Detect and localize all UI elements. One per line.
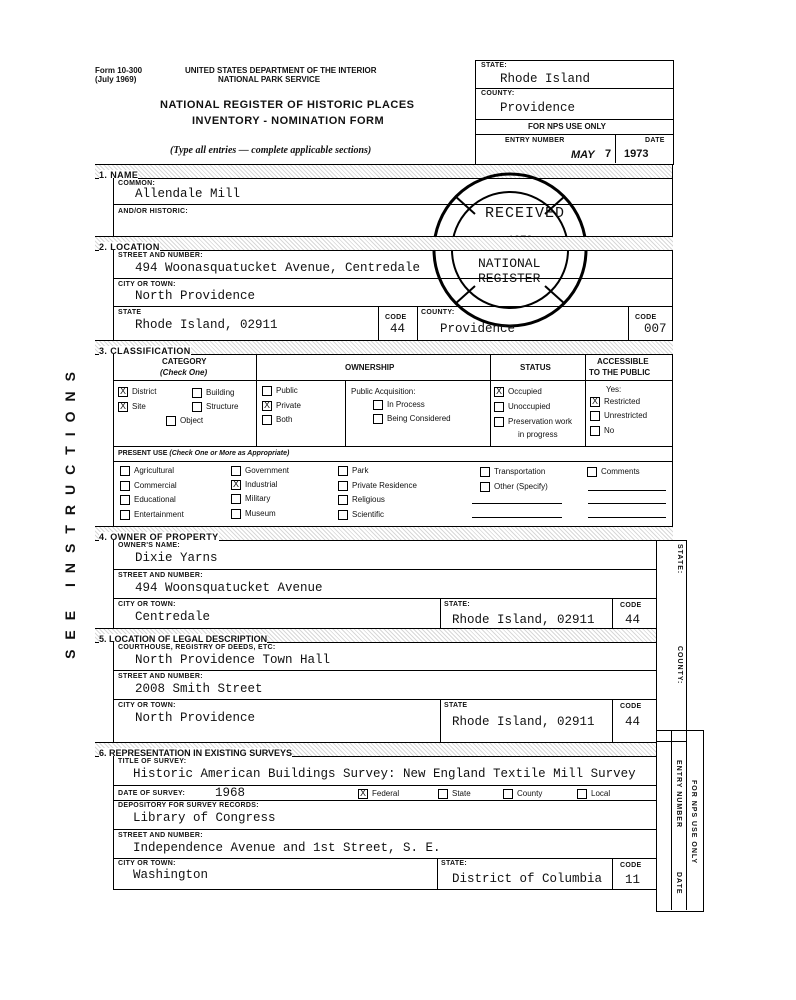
to-public-heading: TO THE PUBLIC: [589, 368, 651, 377]
status-progress-label: in progress: [518, 430, 558, 439]
legal-state: Rhode Island, 02911: [452, 715, 595, 729]
use-entertainment-checkbox[interactable]: Entertainment: [120, 510, 184, 520]
location-state: Rhode Island, 02911: [135, 318, 278, 332]
service: NATIONAL PARK SERVICE: [218, 75, 321, 84]
category-structure-checkbox[interactable]: Structure: [192, 402, 238, 412]
owner-street: 494 Woonsquatucket Avenue: [135, 581, 323, 595]
street-label: STREET AND NUMBER:: [118, 252, 203, 259]
legal-street: 2008 Smith Street: [135, 682, 263, 696]
depository-label: DEPOSITORY FOR SURVEY RECORDS:: [118, 802, 259, 809]
accessible-heading: ACCESSIBLE: [597, 357, 649, 366]
legal-city-label: CITY OR TOWN:: [118, 702, 176, 709]
survey-county-checkbox[interactable]: County: [503, 789, 542, 799]
status-occupied-checkbox[interactable]: X Occupied: [495, 386, 542, 397]
use-museum-checkbox[interactable]: Museum: [231, 509, 276, 519]
department: UNITED STATES DEPARTMENT OF THE INTERIOR: [185, 66, 377, 75]
survey-federal-checkbox[interactable]: X Federal: [359, 788, 400, 799]
use-scientific-checkbox[interactable]: Scientific: [338, 510, 384, 520]
depo-state: District of Columbia: [452, 872, 603, 886]
use-industrial-checkbox[interactable]: X Industrial: [232, 479, 278, 490]
county-value: Providence: [500, 101, 576, 115]
legal-state-label: STATE: [444, 702, 468, 709]
accessible-yes-label: Yes:: [606, 385, 622, 394]
survey-title-label: TITLE OF SURVEY:: [118, 758, 187, 765]
depo-city-label: CITY OR TOWN:: [118, 860, 176, 867]
acquisition-in-process-checkbox[interactable]: In Process: [373, 400, 425, 410]
city-label: CITY OR TOWN:: [118, 281, 176, 288]
owner-code: 44: [625, 613, 641, 627]
location-county: Providence: [440, 322, 516, 336]
use-educational-checkbox[interactable]: Educational: [120, 495, 176, 505]
section-5-header: 5. LOCATION OF LEGAL DESCRIPTION: [95, 628, 656, 643]
category-building-checkbox[interactable]: Building: [192, 388, 234, 398]
owner-name: Dixie Yarns: [135, 551, 218, 565]
code2-label: CODE: [635, 314, 657, 321]
owner-state: Rhode Island, 02911: [452, 613, 595, 627]
date-month: MAY: [571, 149, 595, 161]
owner-name-label: OWNER'S NAME:: [118, 542, 180, 549]
courthouse: North Providence Town Hall: [135, 653, 331, 667]
category-site-checkbox[interactable]: X Site: [119, 401, 146, 412]
use-private-residence-checkbox[interactable]: Private Residence: [338, 481, 417, 491]
side-date: DATE: [675, 872, 682, 895]
form-number: Form 10-300: [95, 66, 143, 75]
section-1-header: 1. NAME: [95, 164, 673, 179]
courthouse-label: COURTHOUSE, REGISTRY OF DEEDS, ETC:: [118, 644, 276, 651]
instruction-line: (Type all entries — complete applicable sections): [170, 145, 372, 156]
county-label-2: COUNTY:: [421, 309, 455, 316]
accessible-restricted-checkbox[interactable]: X Restricted: [591, 396, 641, 407]
survey-date: 1968: [215, 786, 246, 800]
survey-local-checkbox[interactable]: Local: [577, 789, 610, 799]
ownership-private-checkbox[interactable]: X Private: [263, 400, 301, 411]
owner-city: Centredale: [135, 610, 211, 624]
legal-code-label: CODE: [620, 703, 642, 710]
side-nps-use: FOR NPS USE ONLY: [690, 780, 697, 865]
stamp-received: RECEIVED: [485, 205, 566, 222]
common-label: COMMON:: [118, 180, 156, 187]
section-3-header: 3. CLASSIFICATION: [95, 340, 673, 355]
side-entry-number: ENTRY NUMBER: [675, 760, 682, 829]
use-military-checkbox[interactable]: Military: [231, 494, 270, 504]
location-street: 494 Woonasquatucket Avenue, Centredale: [135, 261, 421, 275]
depo-code-label: CODE: [620, 862, 642, 869]
use-comments-checkbox[interactable]: Comments: [587, 467, 640, 477]
owner-state-label: STATE:: [444, 601, 471, 608]
depo-street: Independence Avenue and 1st Street, S. E.: [133, 841, 441, 855]
accessible-no-checkbox[interactable]: No: [590, 426, 614, 436]
owner-city-label: CITY OR TOWN:: [118, 601, 176, 608]
side-county-label: COUNTY:: [676, 646, 683, 685]
form-title: NATIONAL REGISTER OF HISTORIC PLACES: [160, 99, 415, 111]
owner-street-label: STREET AND NUMBER:: [118, 572, 203, 579]
stamp-national: NATIONAL: [478, 256, 541, 271]
survey-state-checkbox[interactable]: State: [438, 789, 471, 799]
historic-label: AND/OR HISTORIC:: [118, 208, 189, 215]
legal-code: 44: [625, 715, 641, 729]
public-acquisition-label: Public Acquisition:: [351, 387, 416, 396]
nps-use-label: FOR NPS USE ONLY: [528, 122, 606, 131]
depo-street-label: STREET AND NUMBER:: [118, 832, 203, 839]
use-commercial-checkbox[interactable]: Commercial: [120, 481, 177, 491]
date-day: 7: [605, 148, 612, 160]
status-preservation-checkbox[interactable]: Preservation work: [494, 417, 572, 427]
ownership-heading: OWNERSHIP: [345, 363, 395, 372]
section-4-header: 4. OWNER OF PROPERTY: [95, 526, 673, 541]
category-object-checkbox[interactable]: Object: [166, 416, 203, 426]
survey-date-label: DATE OF SURVEY:: [118, 790, 186, 797]
county-label: COUNTY:: [481, 90, 515, 97]
depo-city: Washington: [133, 868, 209, 882]
state-label: STATE:: [481, 62, 508, 69]
check-one-note: (Check One): [160, 368, 208, 377]
legal-city: North Providence: [135, 711, 256, 725]
category-district-checkbox[interactable]: X District: [119, 386, 157, 397]
acquisition-considered-checkbox[interactable]: Being Considered: [373, 414, 451, 424]
common-name: Allendale Mill: [135, 187, 241, 201]
stamp-register: REGISTER: [478, 271, 541, 286]
status-heading: STATUS: [520, 363, 551, 372]
form-date: (July 1969): [95, 75, 137, 84]
state-value: Rhode Island: [500, 72, 591, 86]
present-use-heading: PRESENT USE (Check One or More as Appropriate): [118, 450, 290, 457]
depository: Library of Congress: [133, 811, 276, 825]
date-year: 1973: [624, 148, 649, 160]
use-other-checkbox[interactable]: Other (Specify): [480, 482, 548, 492]
see-instructions-sidebar: SEE INSTRUCTIONS: [62, 362, 78, 659]
legal-street-label: STREET AND NUMBER:: [118, 673, 203, 680]
depo-code: 11: [625, 873, 641, 887]
use-transportation-checkbox[interactable]: Transportation: [480, 467, 545, 477]
section-2-header: 2. LOCATION: [95, 236, 673, 251]
entry-number-label: ENTRY NUMBER: [505, 137, 565, 144]
owner-code-label: CODE: [620, 602, 642, 609]
survey-title: Historic American Buildings Survey: New England Textile Mill Survey: [133, 767, 636, 781]
side-state-label: STATE:: [676, 544, 683, 575]
use-government-checkbox[interactable]: Government: [231, 466, 289, 476]
form-subtitle: INVENTORY - NOMINATION FORM: [192, 115, 385, 127]
ownership-both-checkbox[interactable]: Both: [262, 415, 292, 425]
location-city: North Providence: [135, 289, 256, 303]
ownership-public-checkbox[interactable]: Public: [262, 386, 298, 396]
location-county-code: 007: [644, 322, 667, 336]
use-agricultural-checkbox[interactable]: Agricultural: [120, 466, 174, 476]
category-heading: CATEGORY: [162, 357, 207, 366]
state-label-2: STATE: [118, 309, 142, 316]
date-label: DATE: [645, 137, 665, 144]
accessible-unrestricted-checkbox[interactable]: Unrestricted: [590, 411, 647, 421]
section-6-header: 6. REPRESENTATION IN EXISTING SURVEYS: [95, 742, 656, 757]
location-code: 44: [390, 322, 406, 336]
use-park-checkbox[interactable]: Park: [338, 466, 368, 476]
code-label: CODE: [385, 314, 407, 321]
status-unoccupied-checkbox[interactable]: Unoccupied: [494, 402, 550, 412]
depo-state-label: STATE:: [441, 860, 468, 867]
use-religious-checkbox[interactable]: Religious: [338, 495, 385, 505]
